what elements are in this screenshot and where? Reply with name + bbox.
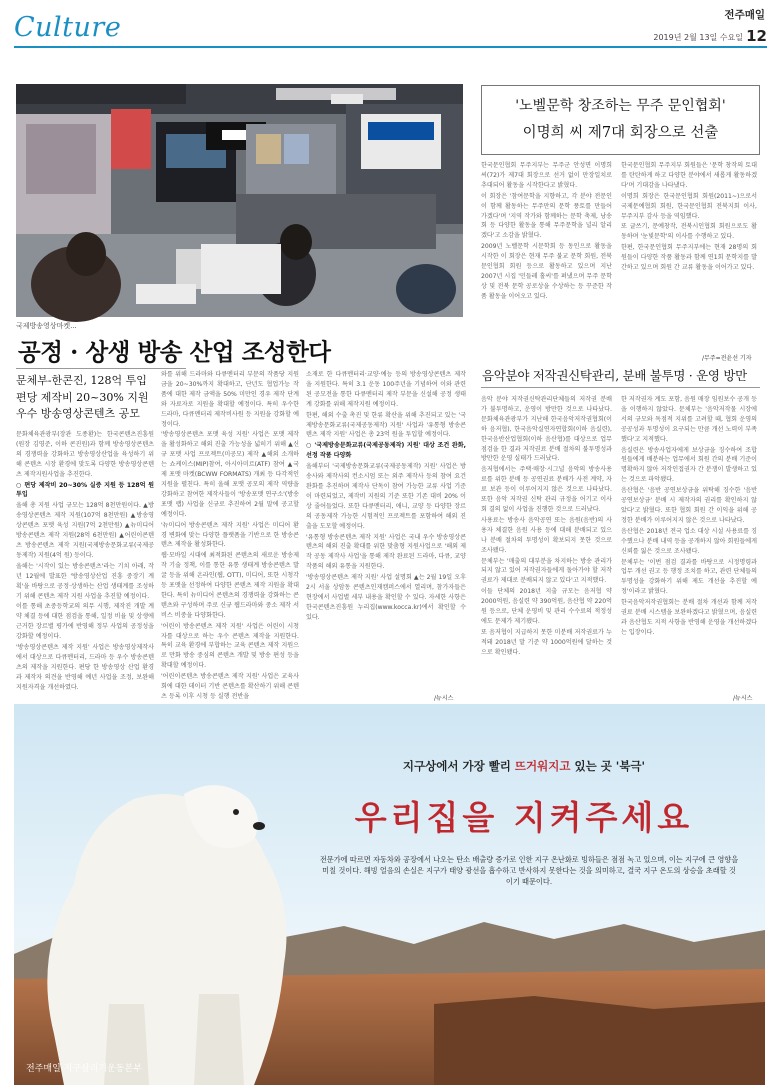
- paragraph: '유통형 방송콘텐츠 제작 지원' 사업은 국내 우수 방송영상콘텐츠의 해외 진출 확대를 위한 맞춤형 지원사업으로 '해외 제작 공동 제작사 사업'을 통해 제작 완료된 드라마, 다큐, 교양 작품의 해외 유통을 지원한다.: [306, 533, 466, 571]
- page-header: [0, 0, 777, 50]
- page-number: 12: [746, 27, 767, 45]
- paragraph: 2009년 노벨문학 시문학회 등 동인으로 활동을 시작한 이 회장은 현재 무주 불교 문학 회원, 전북문인협회 회원 등으로 활동하고 있으며 지난 2007년 시집 '민들레 홀씨'를 펴냈으며 무주 문학상 및 전북 문학 공로상을 수상하는 등 꾸준한 작품 활동을 이어오고 있다.: [481, 243, 612, 300]
- right-story-rule: [481, 387, 760, 388]
- paragraph: 음실련은 방송사업자에게 보상금을 징수하여 조합원들에게 배분하는 업무에서 회원 간의 분배 기준이 명확하지 않아 저작인접권자 간 분쟁이 발생하고 있는 것으로 파악됐다.: [621, 446, 757, 484]
- paragraph: '어린이콘텐츠 방송콘텐츠 제작 지원' 사업은 교육사회에 대한 데이터 기반 콘텐츠를 확산하기 위해 콘텐츠 등록 이후 시청 등 실행 전반을: [161, 673, 299, 700]
- feature-column-1: [481, 161, 612, 361]
- paragraph: 웹·모바일 시대에 최적화된 콘텐츠의 새로운 방송제작 기술 정책, 이를 통한 유통 생태계 방송콘텐츠 발굴 등을 위해 온라인(웹, OTT), 미디어, 또한 시청각 등 포맷을 선정하여 다양한 콘텐츠 제작 지원을 확대한다. 특히 뉴미디어 콘텐츠의 경쟁력을 강화하는 콘텐츠와 구성하며 주로 신규 웹드라마와 중소 제작 서비스 비중을 다양화한다.: [161, 552, 299, 619]
- subhead-line: 우수 방송영상콘텐츠 공모: [16, 407, 140, 420]
- paragraph: 한국문인협회 무주지부 회원들은 '문학 창작의 토대를 탄탄하게 하고 다양한 분야에서 새롭게 활동하겠다'며 기대감을 나타냈다.: [621, 162, 757, 189]
- paragraph: 와를 위해 드라마와 다큐멘터리 부문의 작품당 지원금을 20~30%까지 확대하고, 단년도 협업가능 작품에 대한 제작 금액을 50% 미만인 경우 제작 단계와 자료자로 지원을 확대할 예정이다. 특히 우수한 드라마, 다큐멘터리 제작비사원 등 지원을 강화할 예정이다.: [161, 371, 299, 428]
- paragraph: 또 글쓰기, 문예창작, 전북시인협회 회원으로도 활동하며 '눈빛문학'의 이사를 수행하고 있다.: [621, 223, 757, 241]
- paragraph: '방송영상콘텐츠 제작 지원' 사업 설명회 ▲는 2월 19일 오후 2시 서울 상암동 콘텐츠인재캠퍼스에서 열리며, 참가자들은 현장에서 사업별 세부 내용을 확인할 수 있다. 자세한 사항은 한국콘텐츠진흥원 누리집(www.kocca.kr)에서 확인할 수 있다.: [306, 574, 466, 621]
- paragraph: 음악 분야 저작권신탁관리단체들의 저작권 분배가 불투명하고, 운영이 방만한 것으로 나타났다. 문화체육관광부가 지난해 한국음악저작권협회(이하 음저협), 한국음악실연자연합회(이하 음실련), 한국음반산업협회(이하 음산협)를 대상으로 업무 점검을 한 결과 저작권료 분배 절차의 불투명성과 방만한 운영 실태가 드러났다.: [481, 396, 612, 463]
- paragraph: 문체부는 '이번 점검 결과를 바탕으로 시정명령과 업무 개선 권고 등 행정 조치를 하고, 관련 단체들의 투명성을 강화하기 위해 제도 개선을 추진할 예정'이라고 밝혔다.: [621, 558, 757, 596]
- main-story-column-2: [161, 370, 299, 700]
- subhead-line: 문체부-한콘진, 128억 투입: [16, 374, 147, 387]
- section-title: Culture: [14, 12, 122, 43]
- paragraph: '방송영상콘텐츠 제작 지원' 사업은 방송영상제작사에서 대상으로 다큐멘터리, 드라마 등 우수 방송콘텐츠의 제작을 지원한다. 편당 한 방송영상 산업 환경과 제작자 의견을 반영해 예년 사업을 조정, 보완해 지원자격을 개선하였다.: [16, 644, 154, 691]
- feature-byline: /무주=전윤선 기자: [702, 355, 752, 362]
- paragraph: 이명희 회장은 한국문인협회 회원(2011~)으로서 국제문예협회 회원, 한국문인협회 전북지회 이사, 무주지부 감사 등을 역임했다.: [621, 192, 757, 220]
- paragraph: 이 회장은 '참여문학을 지향하고, 각 분야 전문인이 함께 활동하는 무주만의 문학 풍토를 만들어 가겠다'며 '지역 작가와 함께하는 문학 축제, 낭송회 등 다양한 활동을 통해 무주문학을 널리 알리겠다'고 소감을 밝혔다.: [481, 192, 612, 240]
- ad-title: 우리집을 지켜주세요: [354, 798, 694, 837]
- paragraph: 이를 통해 초중등학교의 의무 시행, 제작진 개발 계약 체결 등에 대한 점검을 통해, 일정 비율 및 상생에 근거한 장르별 평가에 반영해 정부 사업의 공정성을 강화할 예정이다.: [16, 603, 154, 641]
- newspaper-brand: 전주매일: [724, 9, 765, 21]
- paragraph: 또 음저협이 지급하지 못한 미분배 저작권료가 누적돼 2018년 말 기준 약 1000억원에 달하는 것으로 확인됐다.: [481, 628, 612, 656]
- paragraph: 한편, 해외 수출 촉진 및 한류 확산을 위해 추진되고 있는 '국제방송문화교류(국제공동제작) 지원' 사업과 '유통형 방송콘텐츠 제작 지원' 사업은 총 23억 원을 투입할 예정이다.: [306, 411, 466, 439]
- ad-tagline-part: 지구상에서 가장 빨리: [402, 759, 515, 773]
- photo-caption: 국제방송영상마켓...: [16, 322, 77, 330]
- issue-date: 2019년 2월 13일 수요일: [653, 33, 743, 42]
- ad-credit: 전주매일·지구살리기운동본부: [26, 1064, 142, 1074]
- right-story-byline: /뉴시스: [733, 695, 753, 702]
- climate-ad: [14, 704, 765, 1085]
- feature-column-2: [621, 161, 757, 361]
- paragraph: 올해는 '시작이 있는 방송콘텐츠'라는 기치 아래, 작년 12월에 발표한 '방송영상산업 진흥 중장기 계획'을 바탕으로 공정·상생하는 산업 생태계를 조성하기 위해 콘텐츠 제작 지원 사업을 추진할 예정이다.: [16, 562, 154, 600]
- paragraph: 한편, 한국문인협회 무주지부에는 현재 28명의 회원들이 다양한 작품 활동과 함께 연1회 문학지를 발간하고 있으며 회원 간 교류 활동을 이어가고 있다.: [621, 244, 757, 272]
- main-headline: 공정 · 상생 방송 산업 조성한다: [18, 338, 331, 366]
- paragraph: 문체부는 '매출의 대부분을 차지하는 방송 관리가 되지 않고 있어 저작권자들에게 돌아가야 할 저작권료가 제대로 분배되지 않고 있다'고 지적했다.: [481, 557, 612, 585]
- paragraph: 올해 총 지원 사업 규모는 128억 8천만원이다. ▲방송영상콘텐츠 제작 지원(107억 8천만원) ▲방송영상콘텐츠 포맷 육성 지원(7억 2천만원) ▲뉴미디어 방송콘텐츠 제작 지원(28억 6천만원) ▲어린이콘텐츠 방송콘텐츠 제작 지원(국제방송문화교류(국제공동제작) 지원(4억 원) 등이다.: [16, 502, 154, 559]
- paragraph: 음산협은 2018년 전국 업소 대상 시설 사용료를 징수했으나 분배 내역 등을 공개하지 않아 회원들에게 신뢰를 잃은 것으로 조사됐다.: [621, 527, 757, 555]
- right-story-column-1: [481, 395, 612, 695]
- feature-headline-1: '노벨문학 창조하는 무주 문인협회': [515, 98, 726, 114]
- paragraph: 한국음악저작권협회는 분배 절차 개선과 함께 저작권료 분배 시스템을 보완하겠다고 밝혔으며, 음실련과 음산협도 지적 사항을 반영해 운영을 개선하겠다는 입장이다.: [621, 599, 757, 636]
- paragraph: '뉴미디어 방송콘텐츠 제작 지원' 사업은 미디어 환경 변화에 맞는 다양한 플랫폼을 기반으로 한 방송콘텐츠 제작을 활성화한다.: [161, 521, 299, 549]
- paragraph-heading: ○ '국제방송문화교류(국제공동제작) 지원' 대상 조건 완화, 선정 작품 다양화: [306, 442, 466, 460]
- paragraph: 한 저작권자 계도 포함, 음원 매장 임원보수 공개 등을 이행하지 않았다. 문체부는 '음악저작물 시장에서의 규모와 독점적 지위를 고려할 때, 협회 운영의 공공성과 투명성이 요구되는 만큼 개선 노력이 부족했다'고 지적했다.: [621, 396, 757, 443]
- paragraph: 한국문인협회 무주지부는 무주군 안성면 이명희 씨(72)가 제7대 회장으로 선거 없이 만장일치로 추대되어 활동을 시작한다고 밝혔다.: [481, 162, 612, 189]
- paragraph: '어린이 방송콘텐츠 제작 지원' 사업은 어린이 시청자를 대상으로 하는 우수 콘텐츠 제작을 지원한다. 특히 교육 환경에 부합하는 교육 콘텐츠 제작 지원으로 만화 방송 중심의 콘텐츠 개발 및 방송 편성 등을 확대할 예정이다.: [161, 622, 299, 670]
- paragraph: 올해부터 '국제방송문화교류(국제공동제작) 지원' 사업은 방송사와 제작사의 컨소시엄 또는 외주 제작사 등의 참여 요건 완화를 추진하며 제작사 단독이 참여 가능한 교류 사업 기준이 마련되었고, 제작비 지원의 기준 또한 기존 대비 20% 이상 줄어들었다. 또한 다큐멘터리, 애니, 교양 등 다양한 장르의 공동제작 가능한 시험적인 프로젝트를 포함하여 해외 진출을 도모할 예정이다.: [306, 463, 466, 530]
- ad-tagline-part: 있는 곳 '북극': [570, 759, 646, 773]
- ad-tagline: [374, 758, 674, 774]
- ad-tagline-highlight: 뜨거워지고: [514, 759, 571, 773]
- right-story-column-2: [621, 395, 757, 695]
- main-story-column-1: [16, 430, 154, 692]
- paragraph-heading: ○ 편당 제작비 20~30% 실증 지원 등 128억 원 투입: [16, 481, 154, 499]
- photo-illustration: [16, 84, 463, 317]
- feature-headline-box: [481, 85, 760, 155]
- paragraph: 이들 단체의 2018년 지출 규모는 음저협 약 2000억원, 음실련 약 390억원, 음산협 약 220억원 등으로, 단체 운영비 및 관리 수수료의 적정성에도 문제가 제기됐다.: [481, 588, 612, 625]
- paragraph: 소재로 한 다큐멘터리·교양·예능 등의 방송영상콘텐츠 제작을 지원한다. 특히 3.1 운동 100주년을 기념하여 이와 관련된 공모전을 통한 다큐멘터리 제작 부문을 신설해 공정 생태계 강화를 위해 제작지원 예정이다.: [306, 371, 466, 408]
- paragraph: 사용료는 방송사 음악공연 또는 음원(음반)의 사용자 체결한 음원 사용 등에 대해 분배되고 있으나 분배 절차의 투명성이 확보되지 못한 것으로 조사됐다.: [481, 516, 612, 554]
- main-story-byline: /뉴시스: [434, 695, 454, 702]
- main-story-column-3: [306, 370, 466, 692]
- paragraph: 문화체육관광부(장관 도종환)는 한국콘텐츠진흥원(원장 김영준, 이하 콘진원)과 함께 방송영상콘텐츠의 경쟁력을 강화하고 방송영상산업을 육성하기 위해 콘텐츠 시장 환경에 맞도록 다양한 방송영상콘텐츠 제작지원사업을 추진한다.: [16, 431, 154, 478]
- feature-headline-2: 이명희 씨 제7대 회장으로 선출: [522, 125, 719, 141]
- paragraph: '방송영상콘텐츠 포맷 육성 지원' 사업은 포맷 제작을 활성화하고 해외 진출 가능성을 넓히기 위해 ▲신규 포맷 사업 프로젝트(미공모) 제작 ▲해외 소개하는 쇼케이스(MIP)참여, 아시아미르(ATF) 참여 ▲국제 포맷 마켓(BCWW FORMATS) 개최 등 다각적인 지원을 펼친다. 특히 올해 포맷 공모의 제작 역량을 강화하고 참여한 제작사들이 '방송포맷 연구소'(방송 포맷 랩) 사업을 신규로 추진하여 2월 말에 공고할 예정이다.: [161, 431, 299, 518]
- paragraph: 음저협에서는 주택·매장·시그널 음악의 방송사용료를 위한 분배 등 공연권료 분배가 사전 계약, 자료 보관 등이 이루어지지 않은 것으로 나타났다. 또한 음악 저작권 신탁 관리 규정을 어기고 이사회 결의 없이 사업을 진행한 것으로 드러났다.: [481, 466, 612, 513]
- ad-body-text: 전문가에 따르면 자동차와 공장에서 나오는 탄소 배출량 증가로 인한 지구 온난화로 빙하들은 점점 녹고 있으며, 이는 지구에 큰 영향을 미칠 것이다. 해빙 얼음의 손실은 지구가 태양 광선을 흡수하고 반사하지 못한다는 것을 의미하고, 결국 지구 온도의 상승을 초래할 것이기 때문이다.: [319, 855, 739, 886]
- header-rule: [14, 46, 767, 48]
- paragraph: 음산협은 '음반 공연보상금을 위탁해 징수한 '음반 공연보상금' 분배 시 제작자의 권리를 확인하지 않았다'고 밝혔다. 또한 협회 회원 간 이익을 위해 공정한 분배가 이루어지지 않은 것으로 나타났다.: [621, 487, 757, 524]
- right-story-headline: 음악분야 저작권신탁관리, 분배 불투명 · 운영 방만: [482, 368, 747, 383]
- subhead-line: 편당 제작비 20~30% 지원: [16, 390, 149, 404]
- broadcast-market-photo: [16, 84, 463, 317]
